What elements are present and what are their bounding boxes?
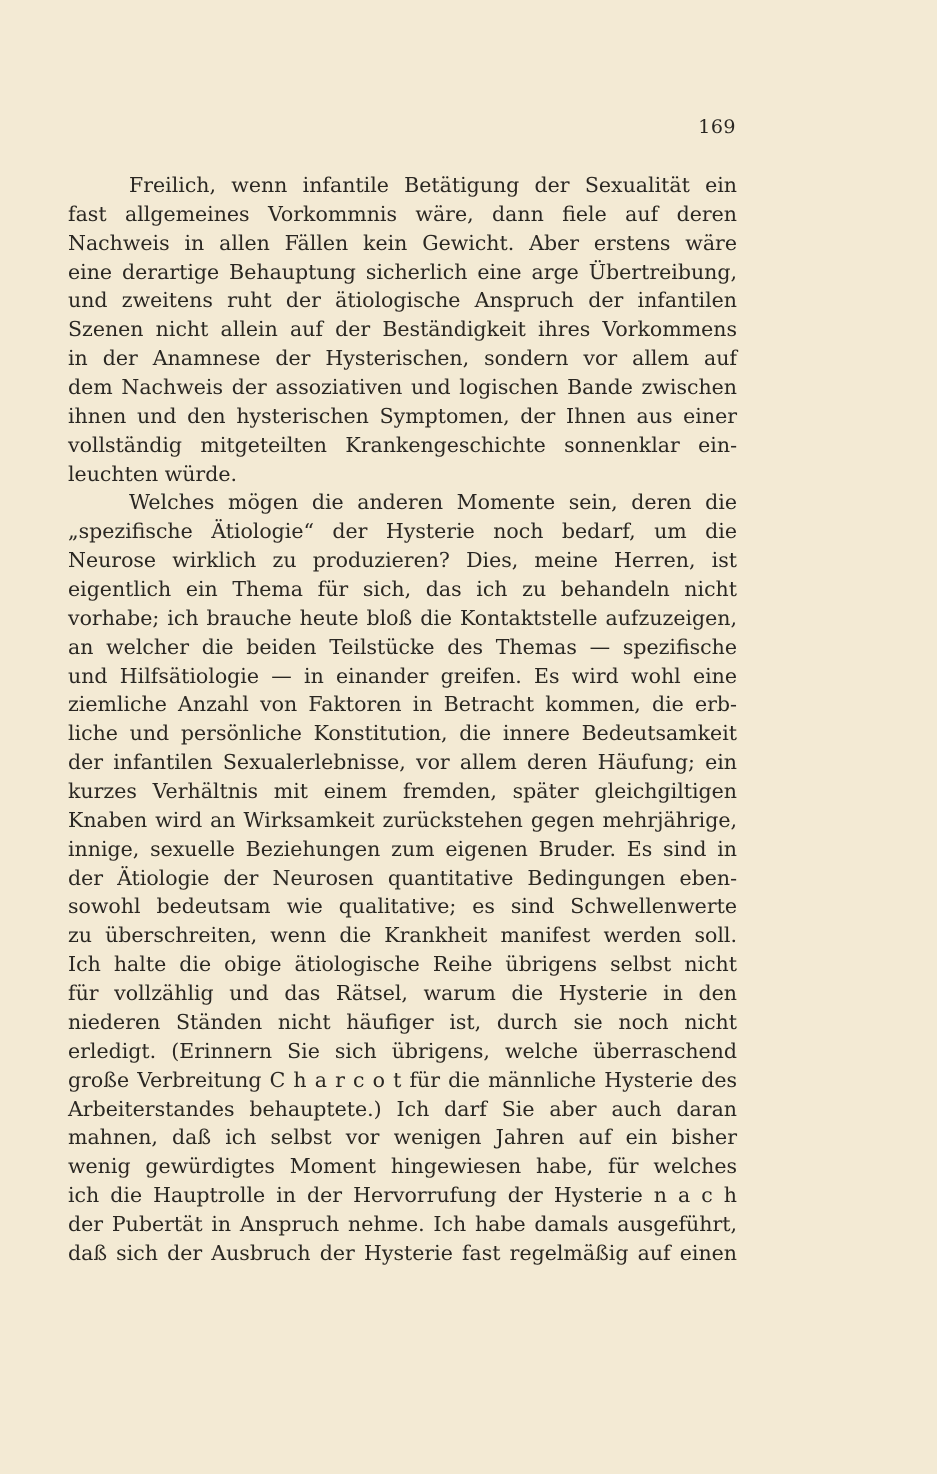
text-line: der Pubertät in Anspruch nehme. Ich habe damals ausgeführt, xyxy=(68,1211,737,1236)
text-line: in der Anamnese der Hysterischen, sondern vor allem auf xyxy=(68,346,737,371)
text-line: vorhabe; ich brauche heute bloß die Kontaktstelle aufzuzeigen, xyxy=(68,605,737,630)
text-line: kurzes Verhältnis mit einem fremden, später gleichgiltigen xyxy=(68,779,737,804)
text-line: wenig gewürdigtes Moment hingewiesen habe, für welches xyxy=(68,1154,737,1179)
text-line: ziemliche Anzahl von Faktoren in Betracht kommen, die erb- xyxy=(68,692,737,717)
text-line: sowohl bedeutsam wie qualitative; es sind Schwellenwerte xyxy=(68,894,737,919)
text-line: Neurose wirklich zu produzieren? Dies, meine Herren, ist xyxy=(68,548,737,573)
text-line: niederen Ständen nicht häufiger ist, durch sie noch nicht xyxy=(68,1009,737,1034)
text-line: große Verbreitung C h a r c o t für die männliche Hysterie des xyxy=(68,1067,737,1092)
page-number: 169 xyxy=(698,116,736,138)
text-line: vollständig mitgeteilten Krankengeschichte sonnenklar ein- xyxy=(68,432,737,457)
text-line: und Hilfsätiologie — in einander greifen. Es wird wohl eine xyxy=(68,663,737,688)
text-line: daß sich der Ausbruch der Hysterie fast regelmäßig auf einen xyxy=(68,1240,737,1265)
text-line: eigentlich ein Thema für sich, das ich zu behandeln nicht xyxy=(68,577,737,602)
text-line: Nachweis in allen Fällen kein Gewicht. Aber erstens wäre xyxy=(68,230,737,255)
text-line: Freilich, wenn infantile Betätigung der Sexualität ein xyxy=(129,173,737,197)
text-line: eine derartige Behauptung sicherlich eine arge Übertreibung, xyxy=(68,259,737,284)
text-line: mahnen, daß ich selbst vor wenigen Jahren auf ein bisher xyxy=(68,1125,737,1150)
text-line: fast allgemeines Vorkommnis wäre, dann fiele auf deren xyxy=(68,201,737,226)
text-line: liche und persönliche Konstitution, die innere Bedeutsamkeit xyxy=(68,721,737,746)
body-text xyxy=(68,171,737,1268)
text-line: Knaben wird an Wirksamkeit zurückstehen gegen mehrjährige, xyxy=(68,807,737,832)
text-line: dem Nachweis der assoziativen und logischen Bande zwischen xyxy=(68,375,737,400)
text-line: Welches mögen die anderen Momente sein, deren die xyxy=(129,490,737,515)
text-line: leuchten würde. xyxy=(68,461,237,486)
text-line: ich die Hauptrolle in der Hervorrufung der Hysterie n a c h xyxy=(68,1183,737,1208)
text-line: ihnen und den hysterischen Symptomen, der Ihnen aus einer xyxy=(68,403,737,428)
text-line: erledigt. (Erinnern Sie sich übrigens, welche überraschend xyxy=(68,1038,737,1063)
text-line: der Ätiologie der Neurosen quantitative Bedingungen eben- xyxy=(68,865,737,890)
text-line: innige, sexuelle Beziehungen zum eigenen Bruder. Es sind in xyxy=(68,836,737,861)
text-line: an welcher die beiden Teilstücke des Themas — spezifische xyxy=(68,634,737,659)
text-line: Ich halte die obige ätiologische Reihe übrigens selbst nicht xyxy=(68,952,737,977)
text-line: und zweitens ruht der ätiologische Anspruch der infantilen xyxy=(68,288,737,313)
text-line: „spezifische Ätiologie“ der Hysterie noch bedarf, um die xyxy=(68,519,737,544)
text-line: zu überschreiten, wenn die Krankheit manifest werden soll. xyxy=(68,923,737,948)
text-line: Arbeiterstandes behauptete.) Ich darf Sie aber auch daran xyxy=(68,1096,737,1121)
text-line: für vollzählig und das Rätsel, warum die Hysterie in den xyxy=(68,981,737,1006)
text-line: der infantilen Sexualerlebnisse, vor allem deren Häufung; ein xyxy=(68,750,737,775)
text-line: Szenen nicht allein auf der Beständigkeit ihres Vorkommens xyxy=(68,317,737,342)
